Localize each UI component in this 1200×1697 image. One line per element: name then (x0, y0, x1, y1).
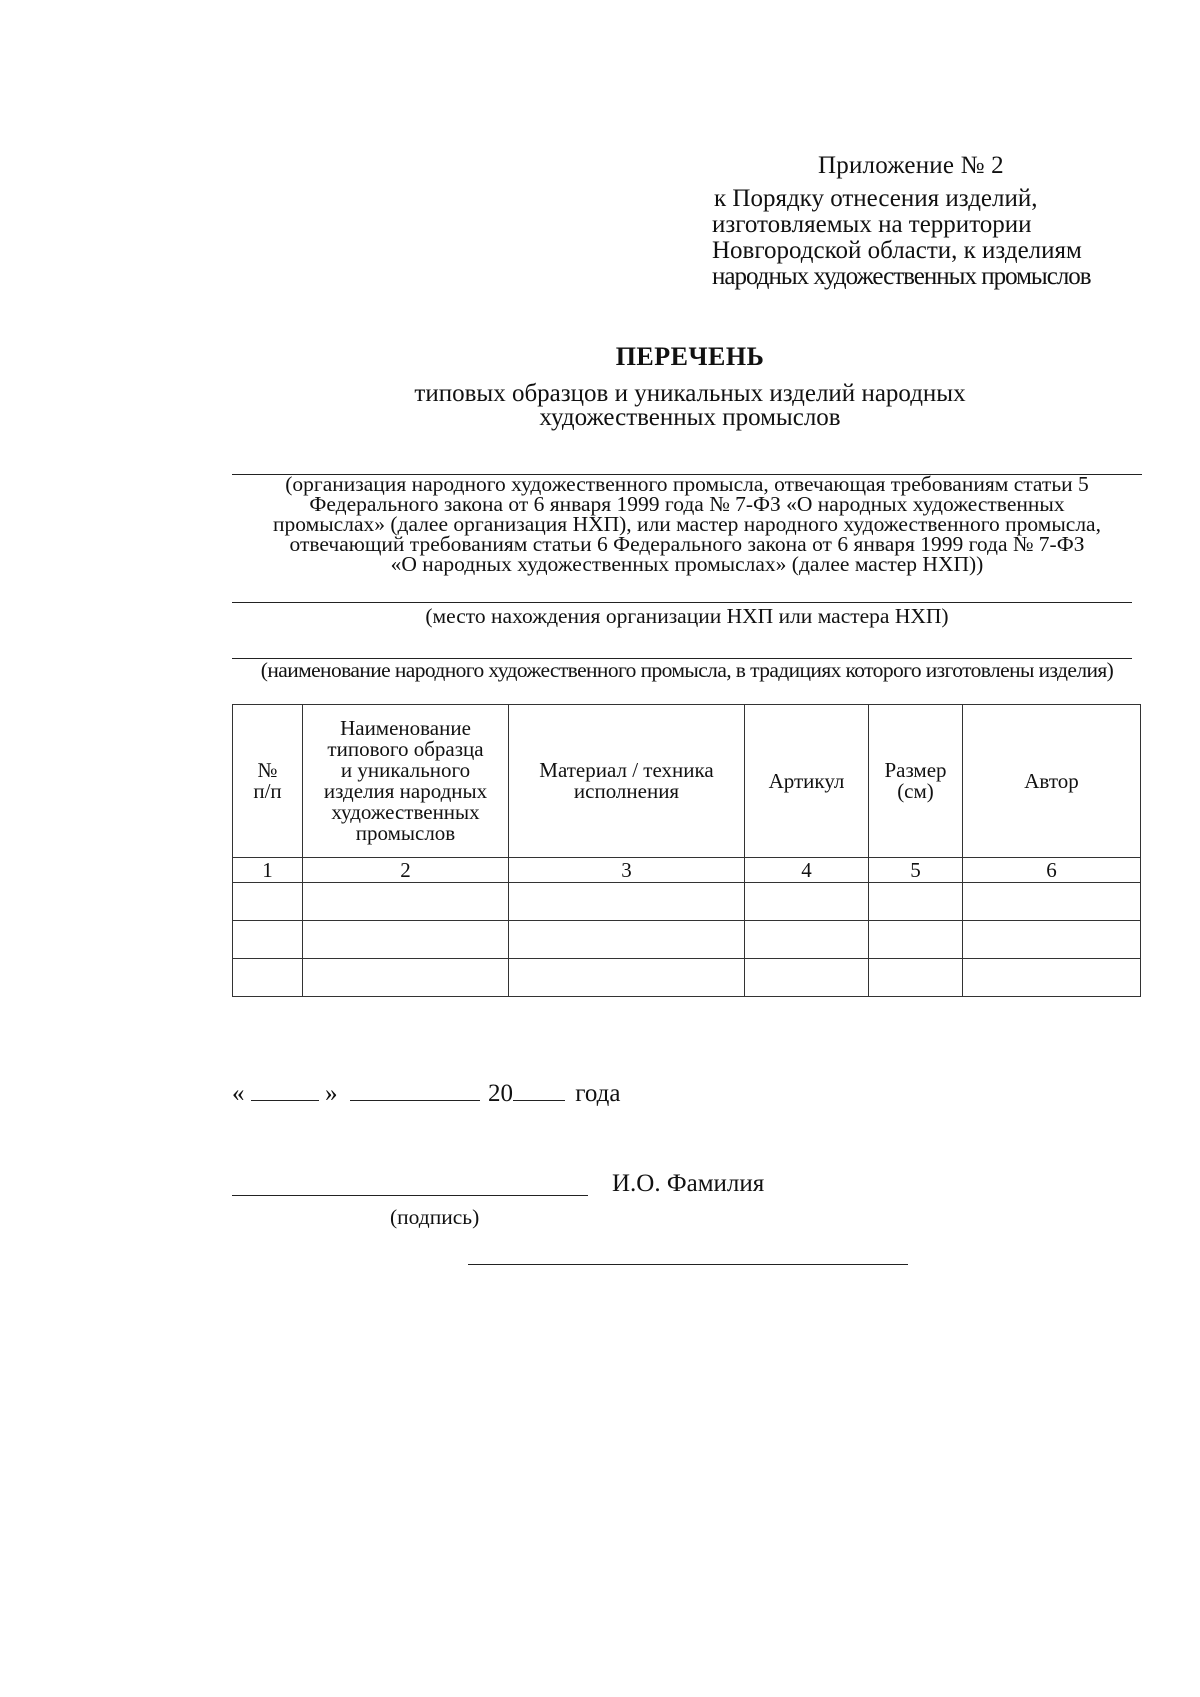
table-cell[interactable] (869, 883, 963, 921)
table-cell[interactable] (233, 883, 303, 921)
signature-caption: (подпись) (390, 1205, 480, 1229)
column-number: 2 (303, 858, 509, 883)
header-cell-size: Размер (см) (869, 705, 963, 858)
date-line (232, 1078, 620, 1108)
table-cell[interactable] (233, 921, 303, 959)
day-blank[interactable] (251, 1078, 319, 1101)
table-cell[interactable] (869, 959, 963, 997)
appendix-reference-line: к Порядку отнесения изделий, (714, 185, 1038, 212)
table-cell[interactable] (963, 959, 1141, 997)
year-prefix: 20 (488, 1080, 513, 1107)
subheading-line: типовых образцов и уникальных изделий народных (414, 380, 966, 407)
table-cell[interactable] (963, 883, 1141, 921)
table-cell[interactable] (303, 959, 509, 997)
appendix-title: Приложение № 2 (818, 152, 1004, 179)
caption-line: промыслах» (далее организация НХП), или мастер народного художественного промысла, (273, 512, 1101, 536)
header-cell-material: Материал / техника исполнения (509, 705, 745, 858)
appendix-reference-line: Новгородской области, к изделиям (712, 237, 1082, 264)
month-blank[interactable] (350, 1078, 480, 1101)
table-cell[interactable] (745, 921, 869, 959)
table-cell[interactable] (303, 921, 509, 959)
year-suffix: года (575, 1080, 621, 1107)
table-cell[interactable] (509, 959, 745, 997)
appendix-reference-line: народных художественных промыслов (712, 263, 1091, 290)
subheading-line: художественных промыслов (539, 404, 841, 431)
table-cell[interactable] (509, 883, 745, 921)
appendix-reference-line: изготовляемых на территории (712, 211, 1032, 238)
header-cell-number: № п/п (233, 705, 303, 858)
location-caption: (место нахождения организации НХП или мастера НХП) (425, 604, 949, 628)
table-cell[interactable] (233, 959, 303, 997)
table-cell[interactable] (869, 921, 963, 959)
table-cell[interactable] (745, 883, 869, 921)
caption-line: отвечающий требованиям статьи 6 Федерального закона от 6 января 1999 года № 7-ФЗ (289, 532, 1085, 556)
column-number: 6 (963, 858, 1141, 883)
table-row (233, 959, 1141, 997)
location-fill-line (232, 602, 1132, 603)
header-cell-author: Автор (963, 705, 1141, 858)
craft-caption: (наименование народного художественного промысла, в традициях которого изготовлены изделия) (260, 658, 1114, 682)
caption-line: Федерального закона от 6 января 1999 года № 7-ФЗ «О народных художественных (309, 492, 1065, 516)
table-row (233, 921, 1141, 959)
table-cell[interactable] (963, 921, 1141, 959)
document-heading: ПЕРЕЧЕНЬ (615, 342, 765, 371)
header-cell-article: Артикул (745, 705, 869, 858)
column-number: 4 (745, 858, 869, 883)
bottom-fill-line[interactable] (468, 1264, 908, 1265)
column-number: 5 (869, 858, 963, 883)
header-cell-item-name: Наименование типового образца и уникального изделия народных художественных промыслов (303, 705, 509, 858)
column-number: 1 (233, 858, 303, 883)
signature-fill-line[interactable] (232, 1195, 588, 1196)
table-cell[interactable] (303, 883, 509, 921)
column-number: 3 (509, 858, 745, 883)
document-subheading (0, 382, 1200, 430)
caption-line: (организация народного художественного промысла, отвечающая требованиям статьи 5 (285, 472, 1089, 496)
table-header-row (233, 705, 1141, 858)
appendix-reference (712, 186, 1091, 290)
date-open-quote: « (232, 1080, 245, 1107)
caption-line: «О народных художественных промыслах» (далее мастер НХП)) (390, 552, 984, 576)
table-cell[interactable] (745, 959, 869, 997)
year-blank[interactable] (513, 1078, 565, 1101)
table-row (233, 883, 1141, 921)
table-column-number-row (233, 858, 1141, 883)
date-close-quote: » (325, 1080, 338, 1107)
organization-caption (232, 474, 1142, 574)
signer-name: И.О. Фамилия (612, 1170, 765, 1197)
items-table (232, 704, 1141, 997)
table-cell[interactable] (509, 921, 745, 959)
